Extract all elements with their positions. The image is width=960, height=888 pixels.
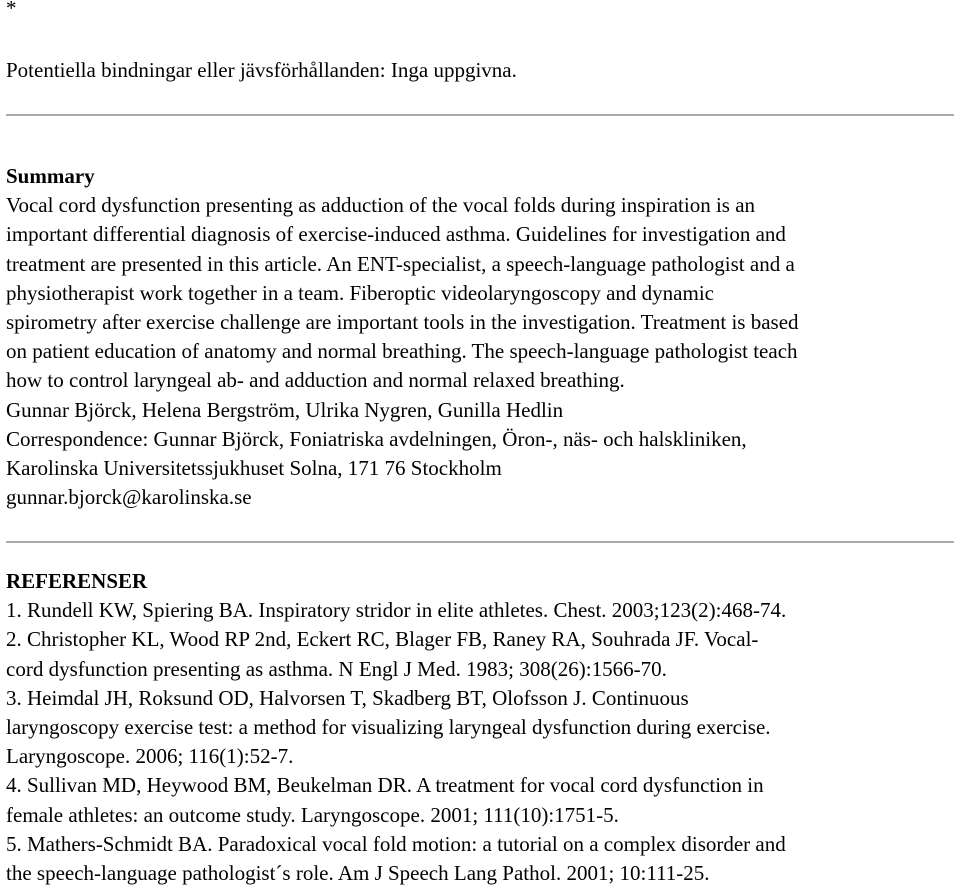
footnote-asterisk: * (6, 0, 17, 20)
reference-line: 3. Heimdal JH, Roksund OD, Halvorsen T, Skadberg BT, Olofsson J. Continuous (6, 685, 689, 710)
reference-line: the speech-language pathologist´s role. Am J Speech Lang Pathol. 2001; 10:111-25. (6, 861, 710, 886)
summary-section (6, 162, 799, 512)
reference-line: laryngoscopy exercise test: a method for visualizing laryngeal dysfunction during exercise. (6, 715, 771, 740)
correspondence-line: Karolinska Universitetssjukhuset Solna, 171 76 Stockholm (6, 456, 502, 481)
summary-line: how to control laryngeal ab- and adduction and normal relaxed breathing. (6, 368, 625, 393)
references-section (6, 567, 786, 888)
summary-line: spirometry after exercise challenge are important tools in the investigation. Treatment is based (6, 310, 799, 335)
summary-line: important differential diagnosis of exercise-induced asthma. Guidelines for investigation and (6, 222, 786, 247)
summary-line: physiotherapist work together in a team. Fiberoptic videolaryngoscopy and dynamic (6, 280, 714, 305)
summary-line: on patient education of anatomy and normal breathing. The speech-language pathologist teach (6, 339, 798, 364)
reference-line: 5. Mathers-Schmidt BA. Paradoxical vocal fold motion: a tutorial on a complex disorder and (6, 831, 786, 856)
summary-line: Vocal cord dysfunction presenting as adduction of the vocal folds during inspiration is an (6, 193, 756, 218)
summary-heading: Summary (6, 164, 95, 188)
horizontal-divider (6, 541, 954, 543)
author-list: Gunnar Björck, Helena Bergström, Ulrika Nygren, Gunilla Hedlin (6, 397, 564, 422)
correspondence-email: gunnar.bjorck@karolinska.se (6, 485, 252, 510)
references-heading: REFERENSER (6, 569, 148, 593)
correspondence-line: Correspondence: Gunnar Björck, Foniatriska avdelningen, Öron-, näs- och halskliniken, (6, 426, 747, 451)
reference-line: 1. Rundell KW, Spiering BA. Inspiratory stridor in elite athletes. Chest. 2003;123(2):468-74. (6, 598, 787, 623)
reference-line: cord dysfunction presenting as asthma. N Engl J Med. 1983; 308(26):1566-70. (6, 656, 667, 681)
reference-line: Laryngoscope. 2006; 116(1):52-7. (6, 744, 294, 769)
horizontal-divider (6, 114, 954, 116)
reference-line: 2. Christopher KL, Wood RP 2nd, Eckert RC, Blager FB, Raney RA, Souhrada JF. Vocal- (6, 627, 759, 652)
conflict-of-interest-statement: Potentiella bindningar eller jävsförhållanden: Inga uppgivna. (6, 58, 517, 82)
reference-line: female athletes: an outcome study. Laryngoscope. 2001; 111(10):1751-5. (6, 802, 619, 827)
summary-line: treatment are presented in this article. An ENT-specialist, a speech-language pathologist and a (6, 251, 795, 276)
reference-line: 4. Sullivan MD, Heywood BM, Beukelman DR. A treatment for vocal cord dysfunction in (6, 773, 764, 798)
